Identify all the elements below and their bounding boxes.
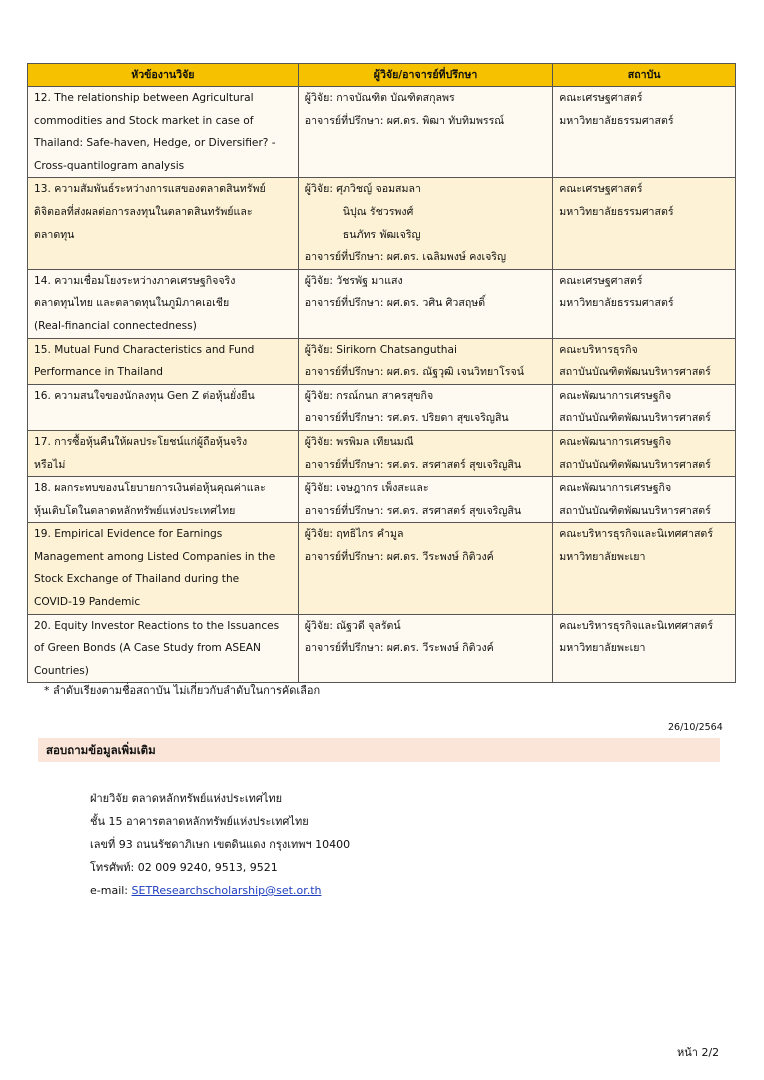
researcher-line: ธนภัทร พัฒเจริญ bbox=[342, 228, 421, 241]
table-row bbox=[28, 178, 736, 269]
researcher-line: ผู้วิจัย: กาจบัณฑิต บัณฑิตสกุลพร bbox=[304, 92, 455, 104]
topic-line: 14. ความเชื่อมโยงระหว่างภาคเศรษฐกิจจริง bbox=[34, 274, 236, 287]
researcher-line: อาจารย์ที่ปรึกษา: ผศ.ดร. วีระพงษ์ กิติวงค์ bbox=[304, 642, 494, 655]
institution-line: สถาบันบัณฑิตพัฒนบริหารศาสตร์ bbox=[559, 458, 711, 471]
topic-line: Thailand: Safe-haven, Hedge, or Diversifier? - bbox=[34, 137, 276, 150]
institution-cell bbox=[553, 338, 736, 384]
institution-line: สถาบันบัณฑิตพัฒนบริหารศาสตร์ bbox=[559, 412, 711, 425]
researcher-line: ผู้วิจัย: พรพิมล เทียนมณี bbox=[304, 435, 414, 448]
institution-line: สถาบันบัณฑิตพัฒนบริหารศาสตร์ bbox=[559, 366, 711, 379]
topic-cell bbox=[28, 523, 299, 614]
contact-phone: โทรศัพท์: 02 009 9240, 9513, 9521 bbox=[90, 861, 278, 874]
institution-line: คณะเศรษฐศาสตร์ bbox=[559, 92, 643, 104]
email-label: e-mail: bbox=[90, 884, 132, 897]
researcher-line: อาจารย์ที่ปรึกษา: รศ.ดร. สรศาสตร์ สุขเจริญสิน bbox=[304, 458, 522, 471]
table-header-row bbox=[28, 64, 736, 87]
topic-line: Cross-quantilogram analysis bbox=[34, 159, 185, 172]
institution-cell bbox=[553, 523, 736, 614]
topic-cell bbox=[28, 338, 299, 384]
table-row bbox=[28, 338, 736, 384]
header-institution: สถาบัน bbox=[553, 64, 736, 87]
document-date: 26/10/2564 bbox=[668, 722, 723, 733]
topic-line: 18. ผลกระทบของนโยบายการเงินต่อหุ้นคุณค่าและ bbox=[34, 482, 266, 495]
email-link[interactable]: SETResearchscholarship@set.or.th bbox=[131, 884, 322, 897]
inquiry-heading: สอบถามข้อมูลเพิ่มเติม bbox=[38, 738, 720, 762]
institution-line: มหาวิทยาลัยพะเยา bbox=[559, 642, 646, 655]
topic-line: Countries) bbox=[34, 664, 89, 677]
institution-line: คณะเศรษฐศาสตร์ bbox=[559, 183, 643, 196]
researcher-line: อาจารย์ที่ปรึกษา: ผศ.ดร. วีระพงษ์ กิติวงค์ bbox=[304, 550, 494, 563]
topic-line: ตลาดทุน bbox=[34, 228, 75, 241]
topic-cell bbox=[28, 614, 299, 683]
research-table bbox=[27, 63, 736, 683]
topic-line: หุ้นเติบโตในตลาดหลักทรัพย์แห่งประเทศไทย bbox=[34, 504, 236, 517]
institution-cell bbox=[553, 614, 736, 683]
topic-line: COVID-19 Pandemic bbox=[34, 596, 141, 609]
researcher-line: ผู้วิจัย: วัชรพัฐ มาแสง bbox=[304, 274, 403, 287]
researcher-cell bbox=[298, 87, 553, 178]
contact-email-line bbox=[90, 879, 350, 902]
topic-line: ดิจิตอลที่ส่งผลต่อการลงทุนในตลาดสินทรัพย์และ bbox=[34, 205, 253, 218]
researcher-cell bbox=[298, 523, 553, 614]
institution-line: สถาบันบัณฑิตพัฒนบริหารศาสตร์ bbox=[559, 504, 711, 517]
topic-cell bbox=[28, 384, 299, 430]
topic-line: 13. ความสัมพันธ์ระหว่างการแสของตลาดสินทรัพย์ bbox=[34, 183, 266, 196]
institution-line: คณะบริหารธุรกิจและนิเทศศาสตร์ bbox=[559, 528, 714, 541]
researcher-line: อาจารย์ที่ปรึกษา: ผศ.ดร. วศิน ศิวสฤษดิ์ bbox=[304, 297, 486, 310]
researcher-line: ผู้วิจัย: กรณ์กนก สาครสุขกิจ bbox=[304, 389, 434, 402]
topic-cell bbox=[28, 430, 299, 476]
topic-line: 12. The relationship between Agricultural bbox=[34, 92, 254, 104]
researcher-cell bbox=[298, 338, 553, 384]
researcher-cell bbox=[298, 477, 553, 523]
topic-line: Management among Listed Companies in the bbox=[34, 550, 276, 563]
institution-line: คณะพัฒนาการเศรษฐกิจ bbox=[559, 389, 672, 402]
header-researcher-advisor: ผู้วิจัย/อาจารย์ที่ปรึกษา bbox=[298, 64, 553, 87]
table-body bbox=[28, 87, 736, 683]
institution-line: มหาวิทยาลัยพะเยา bbox=[559, 550, 646, 563]
topic-cell bbox=[28, 269, 299, 338]
institution-cell bbox=[553, 477, 736, 523]
topic-cell bbox=[28, 87, 299, 178]
institution-cell bbox=[553, 87, 736, 178]
topic-line: Performance in Thailand bbox=[34, 366, 164, 379]
institution-cell bbox=[553, 269, 736, 338]
researcher-line: ผู้วิจัย: เจษฎากร เพ็งสะและ bbox=[304, 482, 429, 495]
institution-line: คณะพัฒนาการเศรษฐกิจ bbox=[559, 435, 672, 448]
table-row bbox=[28, 87, 736, 178]
researcher-line: อาจารย์ที่ปรึกษา: รศ.ดร. สรศาสตร์ สุขเจริญสิน bbox=[304, 504, 522, 517]
table-row bbox=[28, 269, 736, 338]
researcher-cell bbox=[298, 384, 553, 430]
topic-line: commodities and Stock market in case of bbox=[34, 114, 254, 127]
contact-address: เลขที่ 93 ถนนรัชดาภิเษก เขตดินแดง กรุงเทพฯ 10400 bbox=[90, 838, 351, 851]
institution-line: มหาวิทยาลัยธรรมศาสตร์ bbox=[559, 114, 674, 127]
table-row bbox=[28, 430, 736, 476]
institution-line: คณะบริหารธุรกิจ bbox=[559, 343, 638, 356]
institution-line: คณะพัฒนาการเศรษฐกิจ bbox=[559, 482, 672, 495]
contact-department: ฝ่ายวิจัย ตลาดหลักทรัพย์แห่งประเทศไทย bbox=[90, 792, 283, 805]
researcher-line: นิปุณ รัชวรพงศ์ bbox=[342, 205, 414, 218]
institution-line: มหาวิทยาลัยธรรมศาสตร์ bbox=[559, 205, 674, 218]
page-number: หน้า 2/2 bbox=[677, 1046, 720, 1059]
researcher-cell bbox=[298, 614, 553, 683]
institution-cell bbox=[553, 430, 736, 476]
researcher-cell bbox=[298, 430, 553, 476]
researcher-cell bbox=[298, 269, 553, 338]
institution-line: มหาวิทยาลัยธรรมศาสตร์ bbox=[559, 297, 674, 310]
table-row bbox=[28, 523, 736, 614]
topic-line: 15. Mutual Fund Characteristics and Fund bbox=[34, 343, 255, 356]
table-row bbox=[28, 384, 736, 430]
contact-floor: ชั้น 15 อาคารตลาดหลักทรัพย์แห่งประเทศไทย bbox=[90, 815, 309, 828]
topic-line: หรือไม่ bbox=[34, 458, 66, 471]
institution-cell bbox=[553, 384, 736, 430]
researcher-line: ผู้วิจัย: ศุภวิชญ์ จอมสมลา bbox=[304, 183, 421, 196]
topic-cell bbox=[28, 178, 299, 269]
researcher-line: ผู้วิจัย: Sirikorn Chatsanguthai bbox=[304, 343, 457, 356]
contact-block bbox=[90, 787, 350, 902]
topic-cell bbox=[28, 477, 299, 523]
topic-line: ตลาดทุนไทย และตลาดทุนในภูมิภาคเอเชีย bbox=[34, 297, 230, 310]
table-row bbox=[28, 614, 736, 683]
researcher-line: อาจารย์ที่ปรึกษา: ผศ.ดร. เฉลิมพงษ์ คงเจริญ bbox=[304, 251, 507, 264]
researcher-line: ผู้วิจัย: ฤทธิไกร คำมูล bbox=[304, 528, 404, 541]
researcher-line: อาจารย์ที่ปรึกษา: ผศ.ดร. พิฒา ทับทิมพรรณ์ bbox=[304, 114, 505, 127]
topic-line: Stock Exchange of Thailand during the bbox=[34, 573, 240, 586]
researcher-cell bbox=[298, 178, 553, 269]
header-topic: หัวข้องานวิจัย bbox=[28, 64, 299, 87]
topic-line: 19. Empirical Evidence for Earnings bbox=[34, 528, 223, 541]
topic-line: 16. ความสนใจของนักลงทุน Gen Z ต่อหุ้นยั่งยืน bbox=[34, 389, 255, 402]
researcher-line: อาจารย์ที่ปรึกษา: ผศ.ดร. ณัฐวุฒิ เจนวิทยาโรจน์ bbox=[304, 366, 524, 379]
institution-cell bbox=[553, 178, 736, 269]
institution-line: คณะเศรษฐศาสตร์ bbox=[559, 274, 643, 287]
topic-line: 17. การซื้อหุ้นคืนให้ผลประโยชน์แก่ผู้ถือหุ้นจริง bbox=[34, 435, 248, 448]
ordering-note: * ลำดับเรียงตามชื่อสถาบัน ไม่เกี่ยวกับลำดับในการคัดเลือก bbox=[44, 684, 321, 697]
researcher-line: อาจารย์ที่ปรึกษา: รศ.ดร. ปริยดา สุขเจริญสิน bbox=[304, 412, 509, 425]
topic-line: 20. Equity Investor Reactions to the Issuances bbox=[34, 619, 280, 632]
institution-line: คณะบริหารธุรกิจและนิเทศศาสตร์ bbox=[559, 619, 714, 632]
topic-line: of Green Bonds (A Case Study from ASEAN bbox=[34, 642, 261, 655]
table-row bbox=[28, 477, 736, 523]
researcher-line: ผู้วิจัย: ณัฐวดี จุลรัตน์ bbox=[304, 619, 401, 632]
topic-line: (Real-financial connectedness) bbox=[34, 319, 197, 332]
